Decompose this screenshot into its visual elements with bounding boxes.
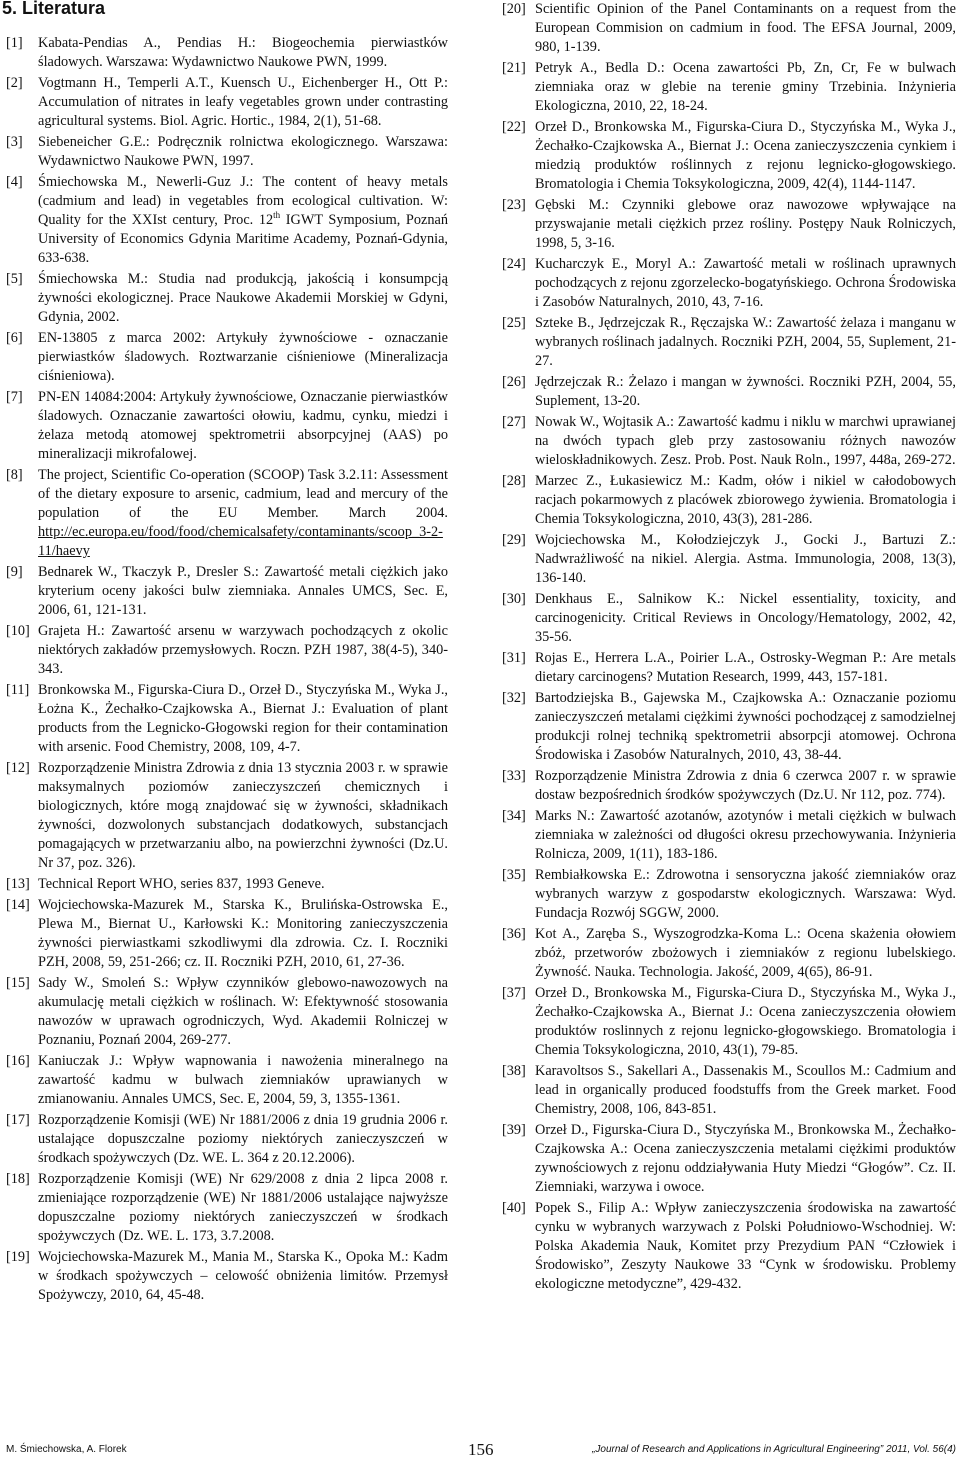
- reference-text: Wojciechowska M., Kołodziejczyk J., Gocki J., Bartuzi Z.: Nadwrażliwość na nikiel. Alergia. Astma. Immunologia, 2008, 13(3), 136-140.: [535, 532, 956, 586]
- superscript: th: [273, 210, 281, 221]
- reference-text: Bronkowska M., Figurska-Ciura D., Orzeł D., Styczyńska M., Wyka J., Łożna K., Żechałko-Czajkowska A., Biernat J.: Evaluation of plant products from the Legnicko-Głogowski region for their contamination with arsenic. Food Chemistry, 2008, 109, 4-7.: [38, 682, 448, 755]
- reference-number: [36]: [502, 926, 526, 942]
- reference-number: [37]: [502, 985, 526, 1001]
- reference-text: Gębski M.: Czynniki glebowe oraz nawozowe wpływające na przyswajanie metali ciężkich przez rośliny. Postępy Nauk Rolniczych, 1998, 5, 3-16.: [535, 197, 956, 251]
- reference-item: [6, 1111, 448, 1168]
- reference-item: [6, 974, 448, 1050]
- reference-text: Wojciechowska-Mazurek M., Starska K., Brulińska-Ostrowska E., Plewa M., Biernat U., Karłowski K.: Monitoring zanieczyszczenia żywności pierwiastkami szkodliwymi dla zdrowia. Cz. I. Roczniki PZH, 2008, 59, 251-266; cz. II. Roczniki PZH, 2010, 61, 27-36.: [38, 897, 448, 970]
- reference-item: [502, 590, 956, 647]
- reference-text: Karavoltsos S., Sakellari A., Dassenakis M., Scoullos M.: Cadmium and lead in organically produced foodstuffs from the Greek market. Food Chemistry, 2008, 106, 843-851.: [535, 1063, 956, 1117]
- reference-number: [28]: [502, 473, 526, 489]
- reference-text: Petryk A., Bedla D.: Ocena zawartości Pb, Zn, Cr, Fe w bulwach ziemniaka oraz w glebie na terenie gminy Trzebinia. Inżynieria Ekologiczna, 2010, 22, 18-24.: [535, 60, 956, 114]
- reference-item: [502, 196, 956, 253]
- reference-text: Kot A., Zaręba S., Wyszogrodzka-Koma L.: Ocena skażenia ołowiem zbóż, przetworów zbożowych i ziemniaków z regionu lubelskiego. Żywność. Nauka. Technologia. Jakość, 2009, 4(65), 86-91.: [535, 926, 956, 980]
- reference-number: [23]: [502, 197, 526, 213]
- reference-number: [1]: [6, 35, 23, 51]
- reference-item: [6, 563, 448, 620]
- reference-number: [9]: [6, 564, 23, 580]
- reference-text: Rozporządzenie Komisji (WE) Nr 1881/2006 z dnia 19 grudnia 2006 r. ustalające dopuszczalne poziomy niektórych zanieczyszczeń w środkach spożywczych (Dz. WE. L. 364 z 20.12.2006).: [38, 1112, 448, 1166]
- reference-text: Kucharczyk E., Moryl A.: Zawartość metali w roślinach uprawnych pochodzących z rejonu zgorzelecko-bogatyńskiego. Ochrona Środowiska i Zasobów Naturalnych, 2010, 43, 7-16.: [535, 256, 956, 310]
- reference-item: [502, 314, 956, 371]
- reference-number: [30]: [502, 591, 526, 607]
- reference-number: [40]: [502, 1200, 526, 1216]
- reference-link[interactable]: http://ec.europa.eu/food/food/chemicalsafety/contaminants/scoop_3-2-11/haevy: [38, 524, 443, 559]
- reference-text: Marks N.: Zawartość azotanów, azotynów i metali ciężkich w bulwach ziemniaka w zależności od długości okresu przechowywania. Inżynieria Rolnicza, 2009, 1(11), 183-186.: [535, 808, 956, 862]
- reference-item: [6, 173, 448, 268]
- reference-text: Kaniuczak J.: Wpływ wapnowania i nawożenia mineralnego na zawartość kadmu w bulwach ziemniaków uprawianych w zmianowaniu. Annales UMCS, Sec. E, 2004, 59, 3, 1355-1361.: [38, 1053, 448, 1107]
- reference-item: [6, 1052, 448, 1109]
- reference-item: [6, 466, 448, 561]
- reference-item: [6, 759, 448, 873]
- reference-number: [35]: [502, 867, 526, 883]
- reference-item: [6, 329, 448, 386]
- reference-number: [21]: [502, 60, 526, 76]
- reference-text: Vogtmann H., Temperli A.T., Kuensch U., Eichenberger H., Ott P.: Accumulation of nitrates in leafy vegetables grown under contrasting agricultural systems. Biol. Agric. Hortic., 1984, 2(1), 51-68.: [38, 75, 448, 129]
- reference-number: [4]: [6, 174, 23, 190]
- reference-item: [502, 1199, 956, 1294]
- reference-number: [25]: [502, 315, 526, 331]
- footer-journal: „Journal of Research and Applications in Agricultural Engineering” 2011, Vol. 56(4): [592, 1444, 956, 1455]
- reference-number: [39]: [502, 1122, 526, 1138]
- reference-item: [502, 866, 956, 923]
- reference-item: [502, 767, 956, 805]
- references-column-left: [6, 34, 448, 1307]
- reference-item: [502, 807, 956, 864]
- reference-item: [6, 1248, 448, 1305]
- reference-text: Sady W., Smoleń S.: Wpływ czynników glebowo-nawozowych na akumulację metali ciężkich w roślinach. W: Efektywność stosowania nawozów w uprawach ogrodniczych, Wyd. Akademii Rolniczej w Poznaniu, Poznań 2004, 269-277.: [38, 975, 448, 1048]
- reference-number: [6]: [6, 330, 23, 346]
- reference-number: [22]: [502, 119, 526, 135]
- reference-number: [29]: [502, 532, 526, 548]
- reference-number: [11]: [6, 682, 30, 698]
- reference-text: Orzeł D., Figurska-Ciura D., Styczyńska M., Bronkowska M., Żechałko-Czajkowska A.: Ocena zanieczyszczenia metalami ciężkimi produktów zywnościowych z rejonu oddziaływania Huty Miedzi “Głogów”. Cz. II. Ziemniaki, warzywa i owoce.: [535, 1122, 956, 1195]
- reference-text: Rembiałkowska E.: Zdrowotna i sensoryczna jakość ziemniaków oraz wybranych warzyw z gospodarstw ekologicznych. Warszawa: Wyd. Fundacja Rozwój SGGW, 2000.: [535, 867, 956, 921]
- reference-item: [6, 388, 448, 464]
- reference-number: [12]: [6, 760, 30, 776]
- reference-item: [502, 925, 956, 982]
- reference-number: [33]: [502, 768, 526, 784]
- reference-item: [502, 472, 956, 529]
- reference-text: Nowak W., Wojtasik A.: Zawartość kadmu i niklu w marchwi uprawianej na dwóch typach gleb przy zastosowaniu różnych nawozów wieloskładnikowych. Zesz. Prob. Post. Nauk Roln., 1997, 448a, 269-272.: [535, 414, 956, 468]
- reference-item: [502, 373, 956, 411]
- reference-item: [502, 255, 956, 312]
- reference-text: Śmiechowska M.: Studia nad produkcją, jakością i konsumpcją żywności ekologicznej. Prace Naukowe Akademii Morskiej w Gdyni, Gdynia, 2002.: [38, 271, 448, 325]
- reference-number: [7]: [6, 389, 23, 405]
- section-title: 5. Literatura: [2, 0, 106, 18]
- reference-text: [38, 173, 448, 268]
- reference-text: Scientific Opinion of the Panel Contaminants on a request from the European Commision on cadmium in food. The EFSA Journal, 2009, 980, 1-139.: [535, 1, 956, 55]
- reference-item: [502, 531, 956, 588]
- reference-number: [17]: [6, 1112, 30, 1128]
- reference-number: [34]: [502, 808, 526, 824]
- reference-number: [10]: [6, 623, 30, 639]
- reference-item: [6, 622, 448, 679]
- reference-text: EN-13805 z marca 2002: Artykuły żywnościowe - oznaczanie pierwiastków śladowych. Roztwarzanie ciśnieniowe (Mineralizacja ciśnieniowa).: [38, 330, 448, 384]
- reference-number: [15]: [6, 975, 30, 991]
- reference-item: [6, 270, 448, 327]
- reference-number: [19]: [6, 1249, 30, 1265]
- reference-number: [27]: [502, 414, 526, 430]
- reference-text: Denkhaus E., Salnikow K.: Nickel essentiality, toxicity, and carcinogenicity. Critical Reviews in Oncology/Hematology, 2002, 42, 35-56.: [535, 591, 956, 645]
- reference-item: [6, 133, 448, 171]
- reference-number: [16]: [6, 1053, 30, 1069]
- reference-number: [31]: [502, 650, 526, 666]
- reference-number: [14]: [6, 897, 30, 913]
- reference-text: Bartodziejska B., Gajewska M., Czajkowska A.: Oznaczanie poziomu zanieczyszczeń metalami ciężkimi żywności pochodzącej z samodzielnej produkcji rolnej techniką spektrometrii absorpcji atomowej. Ochrona Środowiska i Zasobów Naturalnych, 2010, 43, 38-44.: [535, 690, 956, 763]
- reference-text: PN-EN 14084:2004: Artykuły żywnościowe, Oznaczanie pierwiastków śladowych. Oznaczanie zawartości ołowiu, kadmu, cynku, miedzi i żelaza metodą atomowej spektrometrii absorpcyjnej (AAS) po mineralizacji mikrofalowej.: [38, 389, 448, 462]
- references-column-right: [502, 0, 956, 1296]
- reference-number: [38]: [502, 1063, 526, 1079]
- footer-authors: M. Śmiechowska, A. Florek: [6, 1444, 127, 1455]
- reference-item: [6, 1170, 448, 1246]
- reference-number: [32]: [502, 690, 526, 706]
- page-footer: [0, 1434, 960, 1464]
- reference-item: [502, 1121, 956, 1197]
- reference-text: Rozporządzenie Komisji (WE) Nr 629/2008 z dnia 2 lipca 2008 r. zmieniające rozporządzenie (WE) Nr 1881/2006 ustalające najwyższe dopuszczalne poziomy niektórych zanieczyszczeń w środkach spożywczych (Dz. WE. L. 173, 3.7.2008.: [38, 1171, 448, 1244]
- reference-text: Rojas E., Herrera L.A., Poirier L.A., Ostrosky-Wegman P.: Are metals dietary carcinogens? Mutation Research, 1999, 443, 157-181.: [535, 650, 956, 685]
- reference-text: Technical Report WHO, series 837, 1993 Geneve.: [38, 876, 325, 892]
- reference-item: [6, 896, 448, 972]
- reference-item: [502, 689, 956, 765]
- reference-item: [502, 413, 956, 470]
- page-number: 156: [468, 1440, 494, 1459]
- reference-number: [5]: [6, 271, 23, 287]
- reference-item: [502, 118, 956, 194]
- reference-text: Jędrzejczak R.: Żelazo i mangan w żywności. Roczniki PZH, 2004, 55, Suplement, 13-20.: [535, 374, 956, 409]
- reference-text: Popek S., Filip A.: Wpływ zanieczyszczenia środowiska na zawartość cynku w wybranych warzywach z Polski Południowo-Wschodniej. W: Polska Akademia Nauk, Komitet przy Prezydium PAN “Człowiek i Środowisko”, Zeszyty Naukowe 33 “Cynk w środowisku. Problemy ekologiczne metodyczne”, 429-432.: [535, 1200, 956, 1292]
- reference-text: Kabata-Pendias A., Pendias H.: Biogeochemia pierwiastków śladowych. Warszawa: Wydawnictwo Naukowe PWN, 1999.: [38, 35, 448, 70]
- reference-item: [502, 1062, 956, 1119]
- reference-item: [502, 984, 956, 1060]
- reference-text: Bednarek W., Tkaczyk P., Dresler S.: Zawartość metali ciężkich jako kryterium oceny jakości bulw ziemniaka. Annales UMCS, Sec. E, 2006, 61, 121-131.: [38, 564, 448, 618]
- reference-text-part: The project, Scientific Co-operation (SCOOP) Task 3.2.11: Assessment of the dietary exposure to arsenic, cadmium, lead and mercury of the population of the EU Member. March 2004.: [38, 467, 448, 521]
- reference-text-part: Śmiechowska M., Newerli-Guz J.: The content of heavy metals (cadmium and lead) in vegetables from ecological cultivation. W: Quality for the XXIst century, Proc. 12: [38, 174, 448, 228]
- reference-text-part: IGWT Symposium, Poznań University of Economics Gdynia Maritime Academy, Poznań-Gdynia, 633-638.: [38, 212, 448, 266]
- reference-number: [13]: [6, 876, 30, 892]
- reference-number: [18]: [6, 1171, 30, 1187]
- reference-number: [3]: [6, 134, 23, 150]
- reference-number: [26]: [502, 374, 526, 390]
- reference-text: Siebeneicher G.E.: Podręcznik rolnictwa ekologicznego. Warszawa: Wydawnictwo Naukowe PWN, 1997.: [38, 134, 448, 169]
- reference-text: Rozporządzenie Ministra Zdrowia z dnia 6 czerwca 2007 r. w sprawie dostaw bezpośrednich środków spożywczych (Dz.U. Nr 112, poz. 774).: [535, 768, 956, 803]
- reference-text: Rozporządzenie Ministra Zdrowia z dnia 13 stycznia 2003 r. w sprawie maksymalnych poziomów zanieczyszczeń chemicznych i biologicznych, które mogą znajdować się w żywności, składnikach żywności, dozwolonych substancjach dodatkowych, substancjach pomagających w przetwarzaniu albo, na powierzchni żywności (Dz.U. Nr 37, poz. 326).: [38, 760, 448, 871]
- reference-text: Marzec Z., Łukasiewicz M.: Kadm, ołów i nikiel w całodobowych racjach pokarmowych z placówek zbiorowego żywienia. Bromatologia i Chemia Toksykologiczna, 2010, 43(3), 281-286.: [535, 473, 956, 527]
- reference-item: [6, 681, 448, 757]
- reference-text: Orzeł D., Bronkowska M., Figurska-Ciura D., Styczyńska M., Wyka J., Żechałko-Czajkowska A., Biernat J.: Ocena zanieczyszczenia ołowiem produktów roslinnych z rejonu legnicko-głogowskiego. Bromatologia i Chemia Toksykologiczna, 2010, 43(1), 79-85.: [535, 985, 956, 1058]
- reference-number: [24]: [502, 256, 526, 272]
- reference-text: [38, 466, 448, 561]
- reference-text: Orzeł D., Bronkowska M., Figurska-Ciura D., Styczyńska M., Wyka J., Żechałko-Czajkowska A., Biernat J.: Ocena zanieczyszczenia cynkiem i miedzią produktów roślinnych z rejonu legnicko-głogowskiego. Bromatologia i Chemia Toksykologiczna, 2009, 42(4), 1144-1147.: [535, 119, 956, 192]
- reference-item: [502, 0, 956, 57]
- reference-number: [8]: [6, 467, 23, 483]
- reference-text: Wojciechowska-Mazurek M., Mania M., Starska K., Opoka M.: Kadm w środkach spożywczych – celowość obniżenia limitów. Przemysł Spożywczy, 2010, 64, 45-48.: [38, 1249, 448, 1303]
- reference-text: Szteke B., Jędrzejczak R., Ręczajska W.: Zawartość żelaza i manganu w wybranych roślinach jadalnych. Roczniki PZH, 2004, 55, Suplement, 21-27.: [535, 315, 956, 369]
- reference-text: Grajeta H.: Zawartość arsenu w warzywach pochodzących z okolic niektórych zakładów przemysłowych. Roczn. PZH 1987, 38(4-5), 340-343.: [38, 623, 448, 677]
- reference-item: [6, 34, 448, 72]
- reference-item: [502, 649, 956, 687]
- reference-number: [20]: [502, 1, 526, 17]
- reference-number: [2]: [6, 75, 23, 91]
- reference-item: [502, 59, 956, 116]
- reference-item: [6, 74, 448, 131]
- reference-item: [6, 875, 448, 894]
